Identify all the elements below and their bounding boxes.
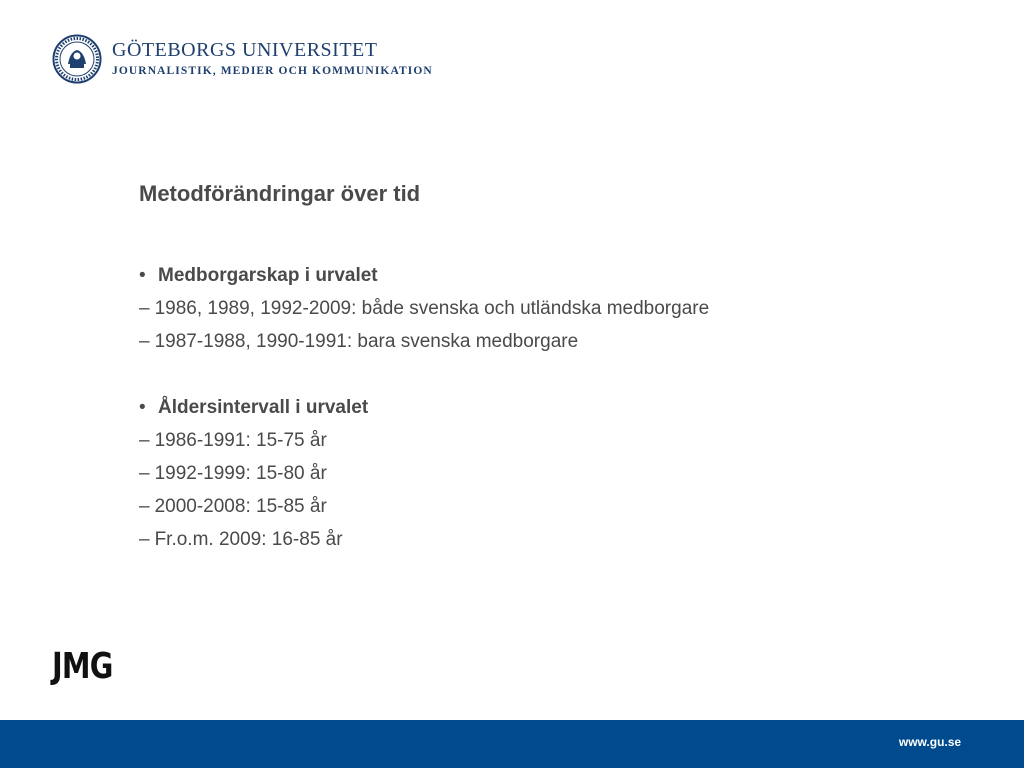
list-item-text: 1992-1999: 15-80 år <box>154 463 327 484</box>
bullet-mark: • <box>139 397 146 418</box>
list-item-text: 2000-2008: 15-85 år <box>154 496 327 517</box>
dash-mark: – <box>139 430 150 451</box>
list-item-text: Fr.o.m. 2009: 16-85 år <box>154 529 343 550</box>
bullet-heading-text: Åldersintervall i urvalet <box>158 397 369 418</box>
footer-url-link[interactable]: www.gu.se <box>898 735 962 749</box>
section-age-range <box>139 391 959 556</box>
dash-mark: – <box>139 331 150 352</box>
bullet-mark: • <box>139 265 146 286</box>
bullet-heading-text: Medborgarskap i urvalet <box>158 265 378 286</box>
list-item <box>139 424 959 457</box>
header-text <box>112 39 433 79</box>
section-citizenship <box>139 259 959 358</box>
dash-mark: – <box>139 298 150 319</box>
list-item-text: 1986, 1989, 1992-2009: både svenska och utländska medborgare <box>154 298 710 319</box>
list-item-text: 1987-1988, 1990-1991: bara svenska medborgare <box>154 331 579 352</box>
list-item <box>139 490 959 523</box>
slide-content <box>139 178 959 556</box>
list-item <box>139 523 959 556</box>
university-seal-icon <box>52 34 102 84</box>
dash-mark: – <box>139 463 150 484</box>
footer-bar <box>0 720 1024 768</box>
jmg-logo: JMG <box>52 646 113 687</box>
slide-header <box>52 34 433 84</box>
list-item-text: 1986-1991: 15-75 år <box>154 430 327 451</box>
university-name: GÖTEBORGS UNIVERSITET <box>112 39 378 61</box>
list-item <box>139 457 959 490</box>
list-item <box>139 325 959 358</box>
list-item <box>139 292 959 325</box>
department-name: JOURNALISTIK, MEDIER OCH KOMMUNIKATION <box>112 65 433 77</box>
bullet-heading <box>139 391 959 424</box>
slide-title: Metodförändringar över tid <box>139 181 421 206</box>
dash-mark: – <box>139 529 150 550</box>
bullet-heading <box>139 259 959 292</box>
dash-mark: – <box>139 496 150 517</box>
